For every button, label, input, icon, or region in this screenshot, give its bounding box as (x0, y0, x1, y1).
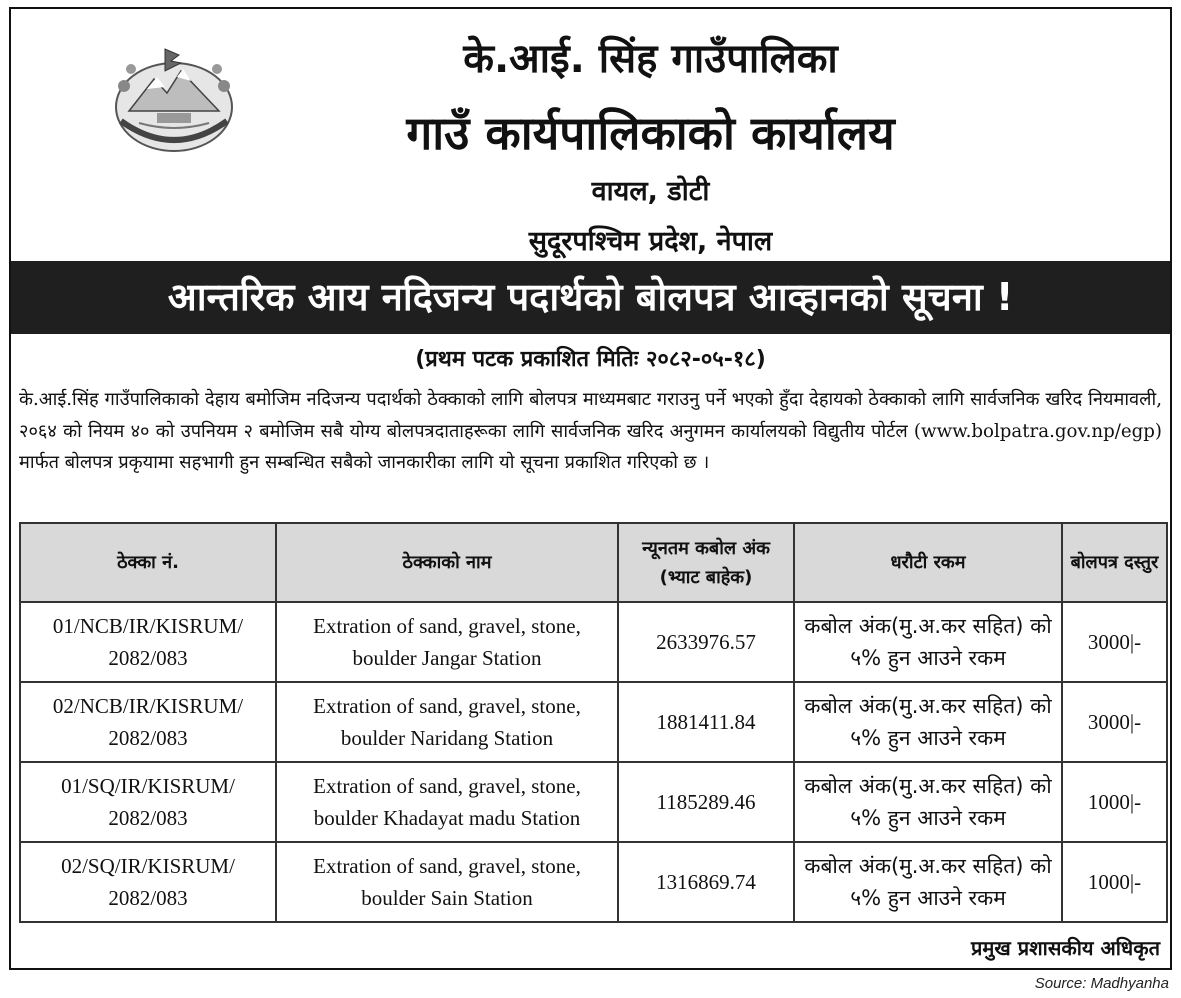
bid-fee: 3000|- (1062, 682, 1167, 762)
min-bid-amount: 1185289.46 (618, 762, 794, 842)
bid-fee: 1000|- (1062, 762, 1167, 842)
bid-fee: 3000|- (1062, 602, 1167, 682)
table-row (20, 842, 1167, 922)
col-header-fee: बोलपत्र दस्तुर (1062, 523, 1167, 602)
notice-frame (9, 7, 1172, 970)
min-bid-amount: 2633976.57 (618, 602, 794, 682)
min-bid-amount: 1881411.84 (618, 682, 794, 762)
notice-body: के.आई.सिंह गाउँपालिकाको देहाय बमोजिम नदिजन्य पदार्थको ठेक्काको लागि बोलपत्र माध्यमबाट गराउनु पर्ने भएको हुँदा देहायको ठेक्काको लागि सार्वजनिक खरिद नियमावली, २०६४ को नियम ४० को उपनियम २ बमोजिम सबै योग्य बोलपत्रदाताहरूका लागि सार्वजनिक खरिद अनुगमन कार्यालयको विद्युतीय पोर्टल (www.bolpatra.gov.np/egp) मार्फत बोलपत्र प्रकृयामा सहभागी हुन सम्बन्धित सबैको जानकारीका लागि यो सूचना प्रकाशित गरिएको छ । (19, 389, 1162, 473)
contract-name: Extration of sand, gravel, stone, boulder Sain Station (276, 842, 618, 922)
notice-title-banner: आन्तरिक आय नदिजन्य पदार्थको बोलपत्र आव्हानको सूचना ! (11, 261, 1170, 334)
municipality-title: के.आई. सिंह गाउँपालिका (463, 36, 838, 82)
bid-fee: 1000|- (1062, 842, 1167, 922)
publication-date: (प्रथम पटक प्रकाशित मितिः २०८२-०५-१८) (415, 347, 766, 372)
deposit-amount: कबोल अंक(मु.अ.कर सहित) को ५% हुन आउने रकम (794, 762, 1062, 842)
office-location: वायल, डोटी (591, 176, 710, 207)
contract-id: 01/SQ/IR/KISRUM/ 2082/083 (20, 762, 276, 842)
deposit-amount: कबोल अंक(मु.अ.कर सहित) को ५% हुन आउने रकम (794, 842, 1062, 922)
contract-id: 01/NCB/IR/KISRUM/ 2082/083 (20, 602, 276, 682)
signatory-title: प्रमुख प्रशासकीय अधिकृत (971, 936, 1160, 960)
col-header-min-bid: न्यूनतम कबोल अंक (भ्याट बाहेक) (618, 523, 794, 602)
contract-name: Extration of sand, gravel, stone, boulder Naridang Station (276, 682, 618, 762)
col-header-contract-no: ठेक्का नं. (20, 523, 276, 602)
table-header-row (20, 523, 1167, 602)
table-row (20, 682, 1167, 762)
deposit-amount: कबोल अंक(मु.अ.कर सहित) को ५% हुन आउने रकम (794, 682, 1062, 762)
table-row (20, 762, 1167, 842)
deposit-amount: कबोल अंक(मु.अ.कर सहित) को ५% हुन आउने रकम (794, 602, 1062, 682)
contract-name: Extration of sand, gravel, stone, boulder Khadayat madu Station (276, 762, 618, 842)
min-bid-amount: 1316869.74 (618, 842, 794, 922)
col-header-contract-name: ठेक्काको नाम (276, 523, 618, 602)
col-header-deposit: धरौटी रकम (794, 523, 1062, 602)
tender-table (19, 522, 1168, 923)
contract-name: Extration of sand, gravel, stone, boulder Jangar Station (276, 602, 618, 682)
source-credit: Source: Madhyanha (1034, 975, 1169, 992)
office-title: गाउँ कार्यपालिकाको कार्यालय (406, 106, 895, 160)
contract-id: 02/SQ/IR/KISRUM/ 2082/083 (20, 842, 276, 922)
province-name: सुदूरपश्चिम प्रदेश, नेपाल (528, 226, 773, 257)
contract-id: 02/NCB/IR/KISRUM/ 2082/083 (20, 682, 276, 762)
table-row (20, 602, 1167, 682)
